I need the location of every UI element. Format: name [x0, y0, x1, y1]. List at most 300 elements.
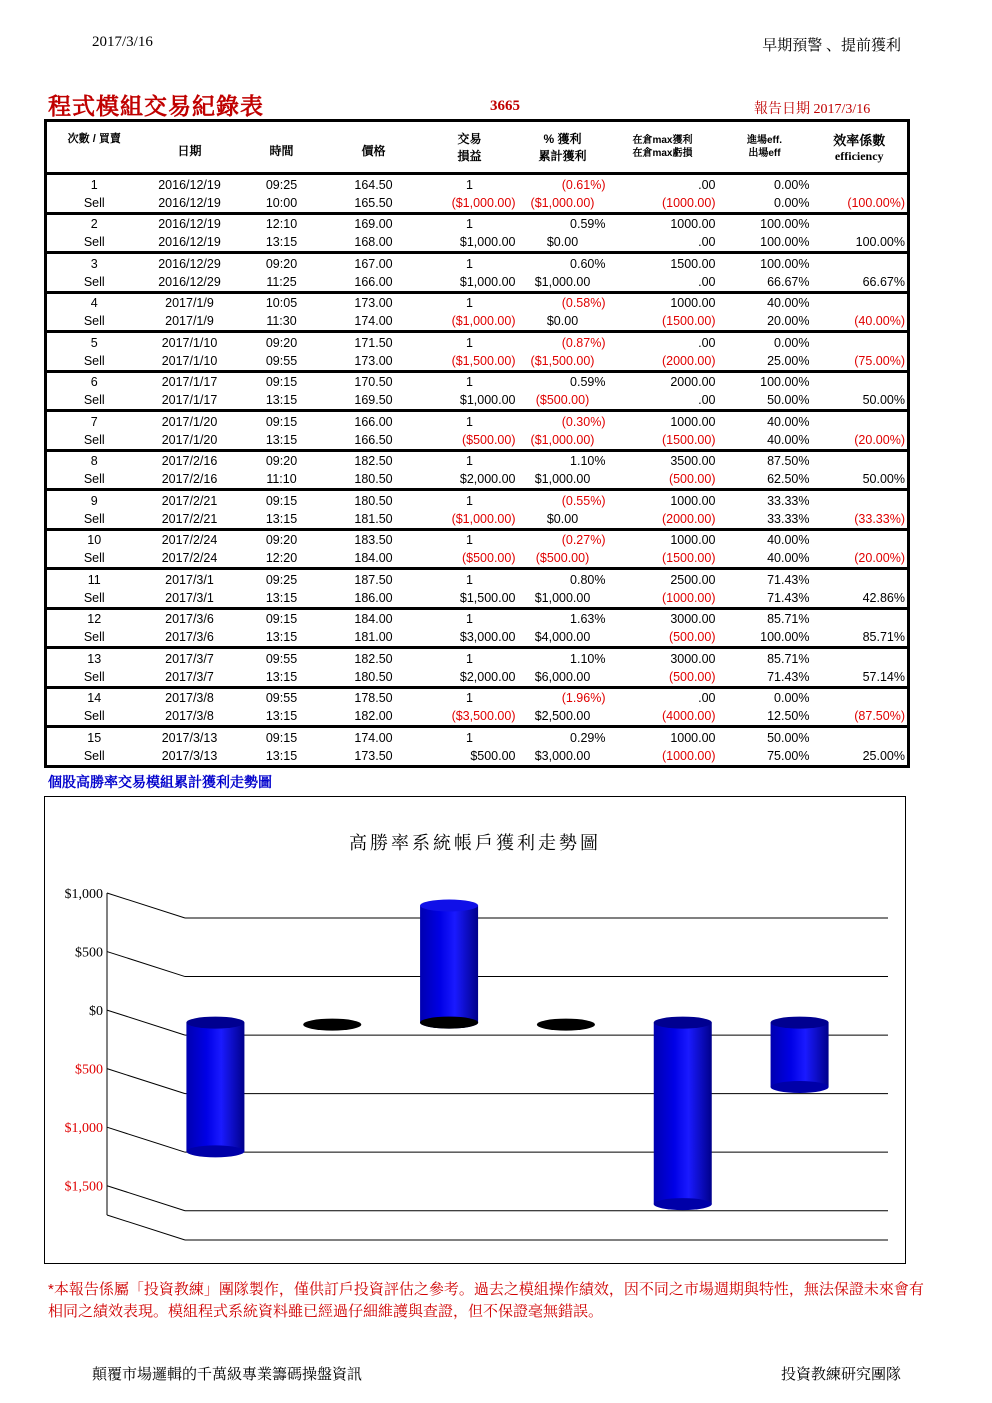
table-cell: 0.59%: [570, 375, 606, 390]
table-cell: 75.00%: [718, 747, 812, 766]
table-cell: 182.00: [326, 708, 422, 727]
table-cell: 1.63%: [570, 612, 606, 627]
table-cell: [812, 490, 909, 511]
table-cell: 3500.00: [670, 454, 716, 469]
table-cell: 2017/2/24: [142, 550, 238, 569]
bar-top-cap: [420, 900, 478, 912]
table-cell: 9: [90, 493, 98, 508]
table-row: [46, 550, 909, 569]
table-cell: 57.14%: [812, 668, 909, 687]
table-cell: 40.00%: [767, 533, 810, 548]
table-cell: 11:30: [238, 313, 326, 332]
table-cell: (87.50%): [812, 708, 909, 727]
table-cell: 3: [90, 256, 98, 271]
bar-top-cap: [654, 1017, 712, 1029]
y-tick-label: $1,000: [64, 887, 103, 902]
table-cell: 186.00: [326, 589, 422, 608]
table-cell: 1: [466, 177, 473, 192]
table-cell: 1: [466, 375, 473, 390]
table-cell: 0.00%: [718, 194, 812, 213]
table-cell: 100.00%: [760, 256, 810, 271]
table-cell: Sell: [46, 747, 142, 766]
table-cell: Sell: [46, 629, 142, 648]
table-cell: 11:10: [238, 471, 326, 490]
table-cell: 173.00: [326, 352, 422, 371]
table-cell: $2,500.00: [518, 708, 608, 727]
table-cell: 166.00: [326, 273, 422, 292]
table-row: [46, 687, 909, 708]
table-cell: 184.00: [354, 612, 393, 627]
table-cell: Sell: [46, 550, 142, 569]
table-cell: 165.50: [326, 194, 422, 213]
table-cell: 1: [466, 454, 473, 469]
table-cell: [812, 648, 909, 669]
y-tick-label: $1,000: [64, 1121, 103, 1137]
table-cell: [812, 292, 909, 313]
table-cell: 2017/1/17: [142, 392, 238, 411]
table-cell: $1,000.00: [422, 273, 518, 292]
table-row: [46, 608, 909, 629]
table-cell: (4000.00): [608, 708, 718, 727]
table-cell: .00: [608, 234, 718, 253]
table-cell: $0.00: [518, 313, 608, 332]
table-cell: 09:55: [265, 691, 298, 706]
table-cell: 3000.00: [670, 651, 716, 666]
table-header-row: [46, 121, 909, 174]
table-cell: 2017/1/10: [161, 335, 218, 350]
gridline-oblique: [107, 952, 185, 977]
table-cell: (1500.00): [608, 313, 718, 332]
table-cell: 1000.00: [670, 296, 716, 311]
col-efficiency: 效率係數 efficiency: [812, 121, 909, 174]
table-cell: Sell: [46, 431, 142, 450]
table-cell: 13:15: [238, 510, 326, 529]
table-cell: 1: [466, 533, 473, 548]
table-cell: 71.43%: [718, 668, 812, 687]
table-cell: 71.43%: [767, 572, 810, 587]
table-cell: 180.50: [326, 471, 422, 490]
table-cell: ($500.00): [422, 550, 518, 569]
table-cell: 182.50: [354, 454, 393, 469]
bar-2: [303, 1019, 361, 1031]
table-cell: ($1,000.00): [518, 431, 608, 450]
table-cell: 180.50: [326, 668, 422, 687]
table-cell: Sell: [46, 392, 142, 411]
table-cell: 1500.00: [670, 256, 716, 271]
table-cell: ($1,000.00): [422, 313, 518, 332]
gridline-oblique: [107, 1127, 185, 1152]
table-cell: 100.00%: [760, 375, 810, 390]
table-cell: 66.67%: [812, 273, 909, 292]
gridline-oblique: [107, 893, 185, 918]
table-cell: (0.58%): [561, 296, 606, 311]
table-cell: ($1,000.00): [422, 510, 518, 529]
table-cell: (0.87%): [561, 335, 606, 350]
table-cell: 173.50: [326, 747, 422, 766]
chart-title: 高勝率系統帳戶獲利走勢圖: [349, 833, 601, 854]
table-cell: 181.50: [326, 510, 422, 529]
table-row: [46, 431, 909, 450]
table-cell: (500.00): [608, 471, 718, 490]
table-cell: Sell: [46, 273, 142, 292]
table-cell: 100.00%: [760, 217, 810, 232]
table-cell: [812, 687, 909, 708]
table-cell: $1,000.00: [422, 234, 518, 253]
table-cell: 50.00%: [767, 730, 810, 745]
table-cell: Sell: [46, 589, 142, 608]
table-cell: 6: [90, 375, 98, 390]
table-cell: (40.00%): [812, 313, 909, 332]
table-cell: 50.00%: [812, 392, 909, 411]
table-cell: 09:25: [265, 572, 298, 587]
table-cell: [812, 529, 909, 550]
table-cell: (20.00%): [812, 431, 909, 450]
table-cell: $0.00: [518, 510, 608, 529]
table-cell: Sell: [46, 668, 142, 687]
table-cell: 2016/12/19: [158, 217, 221, 232]
table-cell: 11:25: [238, 273, 326, 292]
report-date: 報告日期 2017/3/16: [754, 102, 871, 117]
table-cell: 0.60%: [570, 256, 606, 271]
table-cell: 2016/12/19: [142, 234, 238, 253]
table-row: [46, 313, 909, 332]
col-entry-exit-eff: 進場eff. 出場eff: [718, 121, 812, 174]
table-cell: (1500.00): [608, 550, 718, 569]
table-cell: 184.00: [326, 550, 422, 569]
table-cell: (33.33%): [812, 510, 909, 529]
table-cell: Sell: [46, 194, 142, 213]
table-cell: 0.29%: [570, 730, 606, 745]
table-cell: 10:05: [265, 296, 298, 311]
table-cell: 09:15: [265, 375, 298, 390]
bar-4: [537, 1019, 595, 1031]
page-title: 程式模組交易紀錄表: [48, 94, 264, 119]
table-cell: 15: [87, 730, 102, 745]
table-cell: 169.50: [326, 392, 422, 411]
gridline-oblique: [107, 1186, 185, 1211]
table-row: [46, 747, 909, 766]
table-cell: (75.00%): [812, 352, 909, 371]
table-cell: (0.61%): [561, 177, 606, 192]
table-cell: Sell: [46, 234, 142, 253]
table-cell: 3000.00: [670, 612, 716, 627]
table-row: [46, 352, 909, 371]
table-cell: ($500.00): [518, 392, 608, 411]
table-cell: (1000.00): [608, 194, 718, 213]
table-cell: 171.50: [354, 335, 393, 350]
gridline-oblique: [107, 1069, 185, 1094]
table-row: [46, 629, 909, 648]
table-cell: (0.27%): [561, 533, 606, 548]
table-cell: 13:15: [238, 629, 326, 648]
table-cell: (20.00%): [812, 550, 909, 569]
table-cell: 33.33%: [718, 510, 812, 529]
table-cell: 12:20: [238, 550, 326, 569]
table-cell: 8: [90, 454, 98, 469]
table-cell: 13: [87, 651, 102, 666]
table-row: [46, 332, 909, 353]
table-cell: 2017/1/20: [142, 431, 238, 450]
table-row: [46, 371, 909, 392]
table-cell: 1000.00: [670, 533, 716, 548]
table-cell: $500.00: [422, 747, 518, 766]
bar-bottom-cap: [654, 1198, 712, 1210]
footer-right: 投資教練研究團隊: [780, 1367, 901, 1383]
table-cell: 13:15: [238, 392, 326, 411]
table-cell: 2016/12/29: [158, 256, 221, 271]
col-time: 時間: [238, 121, 326, 174]
table-cell: 13:15: [238, 708, 326, 727]
table-cell: $4,000.00: [518, 629, 608, 648]
col-date: 日期: [142, 121, 238, 174]
y-tick-label: $500: [75, 1062, 103, 1078]
table-cell: 40.00%: [718, 550, 812, 569]
table-cell: 2017/2/24: [161, 533, 218, 548]
table-cell: 66.67%: [718, 273, 812, 292]
table-cell: 164.50: [354, 177, 393, 192]
table-cell: 2017/3/8: [165, 691, 214, 706]
table-cell: 33.33%: [767, 493, 810, 508]
table-cell: 0.80%: [570, 572, 606, 587]
table-cell: 2017/2/21: [142, 510, 238, 529]
table-cell: 1: [466, 691, 473, 706]
table-cell: $1,000.00: [518, 273, 608, 292]
table-cell: ($1,000.00): [422, 194, 518, 213]
bar-6: [771, 1023, 829, 1087]
table-cell: Sell: [46, 313, 142, 332]
table-cell: 2: [90, 217, 98, 232]
table-cell: 180.50: [354, 493, 393, 508]
table-cell: Sell: [46, 510, 142, 529]
table-cell: 1: [466, 256, 473, 271]
table-row: [46, 589, 909, 608]
table-cell: $6,000.00: [518, 668, 608, 687]
chart-frame: [44, 796, 906, 1264]
table-cell: 2017/3/8: [142, 708, 238, 727]
table-cell: Sell: [46, 708, 142, 727]
table-cell: 12.50%: [718, 708, 812, 727]
table-cell: 2017/3/6: [142, 629, 238, 648]
table-cell: 10:00: [238, 194, 326, 213]
table-cell: 13:15: [238, 234, 326, 253]
table-cell: 25.00%: [718, 352, 812, 371]
table-cell: 40.00%: [718, 431, 812, 450]
table-cell: Sell: [46, 352, 142, 371]
table-cell: $3,000.00: [518, 747, 608, 766]
table-cell: .00: [608, 392, 718, 411]
col-pct: % 獲利 累計獲利: [518, 121, 608, 174]
table-row: [46, 471, 909, 490]
table-cell: 187.50: [354, 572, 393, 587]
table-cell: 09:20: [265, 335, 298, 350]
chart-section-title: 個股高勝率交易模組累計獲利走勢圖: [48, 774, 272, 790]
table-cell: 09:15: [265, 730, 298, 745]
table-cell: (1000.00): [608, 747, 718, 766]
table-cell: 1.10%: [570, 651, 606, 666]
table-cell: 09:15: [265, 414, 298, 429]
bar-top-cap: [771, 1017, 829, 1029]
col-price: 價格: [326, 121, 422, 174]
gridline-oblique: [107, 1010, 185, 1035]
table-cell: (500.00): [608, 629, 718, 648]
table-cell: 50.00%: [812, 471, 909, 490]
table-cell: 1000.00: [670, 414, 716, 429]
table-cell: $1,500.00: [422, 589, 518, 608]
table-cell: ($500.00): [518, 550, 608, 569]
table-cell: Sell: [46, 471, 142, 490]
table-row: [46, 392, 909, 411]
table-cell: 5: [90, 335, 98, 350]
table-cell: 87.50%: [767, 454, 810, 469]
table-cell: (500.00): [608, 668, 718, 687]
col-max: 在倉max獲利 在倉max虧損: [608, 121, 718, 174]
table-cell: 1000.00: [670, 217, 716, 232]
table-cell: 2017/3/6: [165, 612, 214, 627]
table-cell: 11: [87, 572, 101, 587]
table-row: [46, 450, 909, 471]
table-cell: 166.50: [326, 431, 422, 450]
table-cell: 0.00%: [774, 691, 810, 706]
table-row: [46, 727, 909, 748]
table-cell: 42.86%: [812, 589, 909, 608]
footer-left: 顛覆市場邏輯的千萬級專業籌碼操盤資訊: [92, 1367, 363, 1383]
table-cell: 183.50: [354, 533, 393, 548]
col-pnl: 交易 損益: [422, 121, 518, 174]
table-cell: (0.55%): [561, 493, 606, 508]
table-cell: 1.10%: [570, 454, 606, 469]
table-cell: .00: [608, 273, 718, 292]
table-row: [46, 490, 909, 511]
table-cell: ($1,500.00): [518, 352, 608, 371]
table-cell: 25.00%: [812, 747, 909, 766]
table-row: [46, 529, 909, 550]
table-cell: [812, 411, 909, 432]
table-cell: 168.00: [326, 234, 422, 253]
table-cell: 166.00: [354, 414, 393, 429]
table-cell: 2016/12/19: [142, 194, 238, 213]
col-no-side: 次數 / 買賣: [46, 121, 142, 174]
table-row: [46, 648, 909, 669]
table-cell: 09:20: [265, 256, 298, 271]
table-cell: 85.71%: [767, 651, 810, 666]
table-cell: 13:15: [238, 668, 326, 687]
table-cell: 178.50: [354, 691, 393, 706]
y-tick-label: $0: [89, 1004, 103, 1020]
table-cell: 1: [466, 730, 473, 745]
table-cell: 13:15: [238, 747, 326, 766]
table-cell: 1000.00: [670, 493, 716, 508]
table-cell: 1: [466, 217, 473, 232]
table-cell: 09:55: [238, 352, 326, 371]
table-cell: 09:15: [265, 612, 298, 627]
table-cell: 2017/1/17: [161, 375, 218, 390]
table-row: [46, 234, 909, 253]
table-cell: 2017/3/13: [161, 730, 218, 745]
table-cell: 2016/12/19: [158, 177, 221, 192]
table-cell: 2017/2/16: [142, 471, 238, 490]
table-cell: 50.00%: [718, 392, 812, 411]
table-cell: [812, 332, 909, 353]
table-cell: 173.00: [354, 296, 393, 311]
table-row: [46, 213, 909, 234]
table-cell: 2017/3/1: [165, 572, 214, 587]
table-row: [46, 708, 909, 727]
profit-trend-chart: [45, 797, 905, 1263]
table-cell: 0.00%: [774, 335, 810, 350]
table-cell: [812, 253, 909, 274]
table-row: [46, 174, 909, 195]
table-cell: 40.00%: [767, 414, 810, 429]
table-cell: 182.50: [354, 651, 393, 666]
table-cell: 2017/1/9: [142, 313, 238, 332]
table-row: [46, 253, 909, 274]
gridline-oblique: [107, 1215, 185, 1240]
table-cell: 14: [87, 691, 102, 706]
table-cell: (2000.00): [608, 510, 718, 529]
table-cell: 181.00: [326, 629, 422, 648]
table-cell: [812, 450, 909, 471]
table-cell: 12: [87, 612, 102, 627]
table-cell: 13:15: [238, 589, 326, 608]
table-cell: $3,000.00: [422, 629, 518, 648]
trade-record-table: [44, 119, 910, 768]
table-cell: .00: [698, 335, 716, 350]
disclaimer: *本報告係屬「投資教練」團隊製作，僅供訂戶投資評估之參考。過去之模組操作績效，因不同之市場週期與特性，無法保證未來會有相同之績效表現。模組程式系統資料雖已經過仔細維護與查證，但不保證毫無錯誤。: [48, 1281, 924, 1320]
table-cell: 167.00: [354, 256, 393, 271]
bar-3: [420, 906, 478, 1023]
table-cell: 2017/2/16: [161, 454, 218, 469]
bar-1: [186, 1023, 244, 1152]
table-cell: 2017/3/7: [165, 651, 214, 666]
table-cell: 40.00%: [767, 296, 810, 311]
table-cell: 09:25: [265, 177, 298, 192]
table-cell: 4: [90, 296, 98, 311]
bar-5: [654, 1023, 712, 1204]
table-cell: 1: [466, 612, 473, 627]
table-cell: 174.00: [326, 313, 422, 332]
table-cell: (100.00%): [812, 194, 909, 213]
table-cell: 71.43%: [718, 589, 812, 608]
table-cell: 62.50%: [718, 471, 812, 490]
table-cell: 12:10: [265, 217, 298, 232]
table-row: [46, 668, 909, 687]
table-cell: 1: [466, 296, 473, 311]
table-cell: 2016/12/29: [142, 273, 238, 292]
table-cell: 1: [466, 414, 473, 429]
bar-top-cap: [186, 1017, 244, 1029]
bar-bottom-cap: [186, 1145, 244, 1157]
table-cell: 1: [466, 493, 473, 508]
table-cell: 170.50: [354, 375, 393, 390]
table-cell: 2017/1/10: [142, 352, 238, 371]
table-cell: 1: [466, 335, 473, 350]
table-cell: (1000.00): [608, 589, 718, 608]
table-cell: ($500.00): [422, 431, 518, 450]
table-cell: (1.96%): [561, 691, 606, 706]
table-cell: 2500.00: [670, 572, 716, 587]
table-cell: 2000.00: [670, 375, 716, 390]
table-row: [46, 510, 909, 529]
table-cell: 7: [90, 414, 98, 429]
table-cell: [812, 174, 909, 195]
table-cell: 09:15: [265, 493, 298, 508]
table-cell: 2017/3/13: [142, 747, 238, 766]
table-cell: 85.71%: [812, 629, 909, 648]
table-row: [46, 292, 909, 313]
stock-code: 3665: [490, 98, 520, 114]
table-cell: 09:20: [265, 454, 298, 469]
table-cell: 2017/3/7: [142, 668, 238, 687]
